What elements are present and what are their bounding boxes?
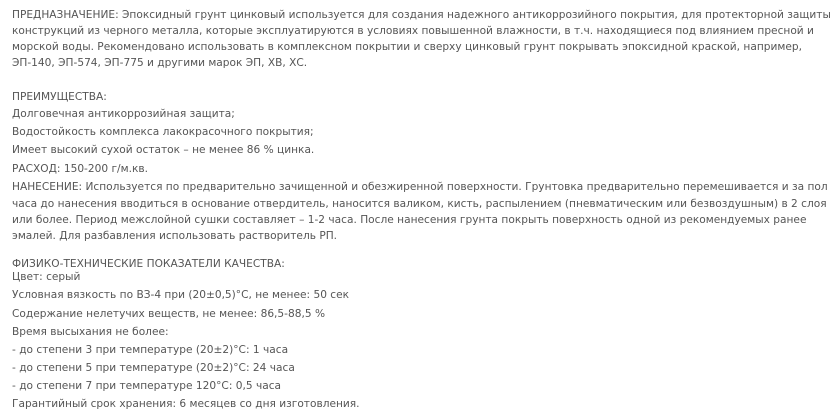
advantages-heading: ПРЕИМУЩЕСТВА: xyxy=(12,91,107,103)
consumption-line: РАСХОД: 150-200 г/м.кв. xyxy=(12,163,148,175)
advantage-item: Водостойкость комплекса лакокрасочного покрытия; xyxy=(12,126,314,138)
spec-line: Условная вязкость по ВЗ-4 при (20±0,5)°С, не менее: 50 сек xyxy=(12,289,350,301)
application-line: НАНЕСЕНИЕ: Используется по предварительно зачищенной и обезжиренной поверхности. Грунтовка предварительно перемешивается и за пол xyxy=(12,181,828,193)
purpose-line: морской воды. Рекомендовано использовать в комплексном покрытии и сверху цинковый грунт покрывать эпоксидной краской, например, xyxy=(12,41,802,53)
purpose-line: ЭП-140, ЭП-574, ЭП-775 и другими марок ЭП, ХВ, ХС. xyxy=(12,57,308,69)
spec-line: Время высыхания не более: xyxy=(12,326,169,338)
application-line: или более. Период межслойной сушки составляет – 1-2 часа. После нанесения грунта покрыть поверхность одной из рекомендуемых ранее xyxy=(12,214,807,226)
advantage-item: Имеет высокий сухой остаток – не менее 86 % цинка. xyxy=(12,144,315,156)
spec-line: - до степени 5 при температуре (20±2)°С: 24 часа xyxy=(12,362,295,374)
spec-line: Гарантийный срок хранения: 6 месяцев со дня изготовления. xyxy=(12,398,360,410)
specs-heading: ФИЗИКО-ТЕХНИЧЕСКИЕ ПОКАЗАТЕЛИ КАЧЕСТВА: xyxy=(12,258,285,270)
purpose-line: конструкций из черного металла, которые эксплуатируются в условиях повышенной влажности, в т.ч. находящиеся под влиянием пресной и xyxy=(12,25,814,37)
application-line: часа до нанесения вводиться в основание отвердитель, наносится валиком, кисть, распылением (пневматическим или безвоздушным) в 2 слоя xyxy=(12,198,827,210)
spec-line: Содержание нелетучих веществ, не менее: 86,5-88,5 % xyxy=(12,308,326,320)
spec-line: - до степени 3 при температуре (20±2)°С: 1 часа xyxy=(12,344,289,356)
application-line: эмалей. Для разбавления использовать растворитель РП. xyxy=(12,230,338,242)
purpose-line: ПРЕДНАЗНАЧЕНИЕ: Эпоксидный грунт цинковый используется для создания надежного антикоррозийного покрытия, для протекторной защиты xyxy=(12,9,831,21)
spec-line: Цвет: серый xyxy=(12,271,81,283)
spec-line: - до степени 7 при температуре 120°С: 0,5 часа xyxy=(12,380,282,392)
advantage-item: Долговечная антикоррозийная защита; xyxy=(12,108,235,120)
